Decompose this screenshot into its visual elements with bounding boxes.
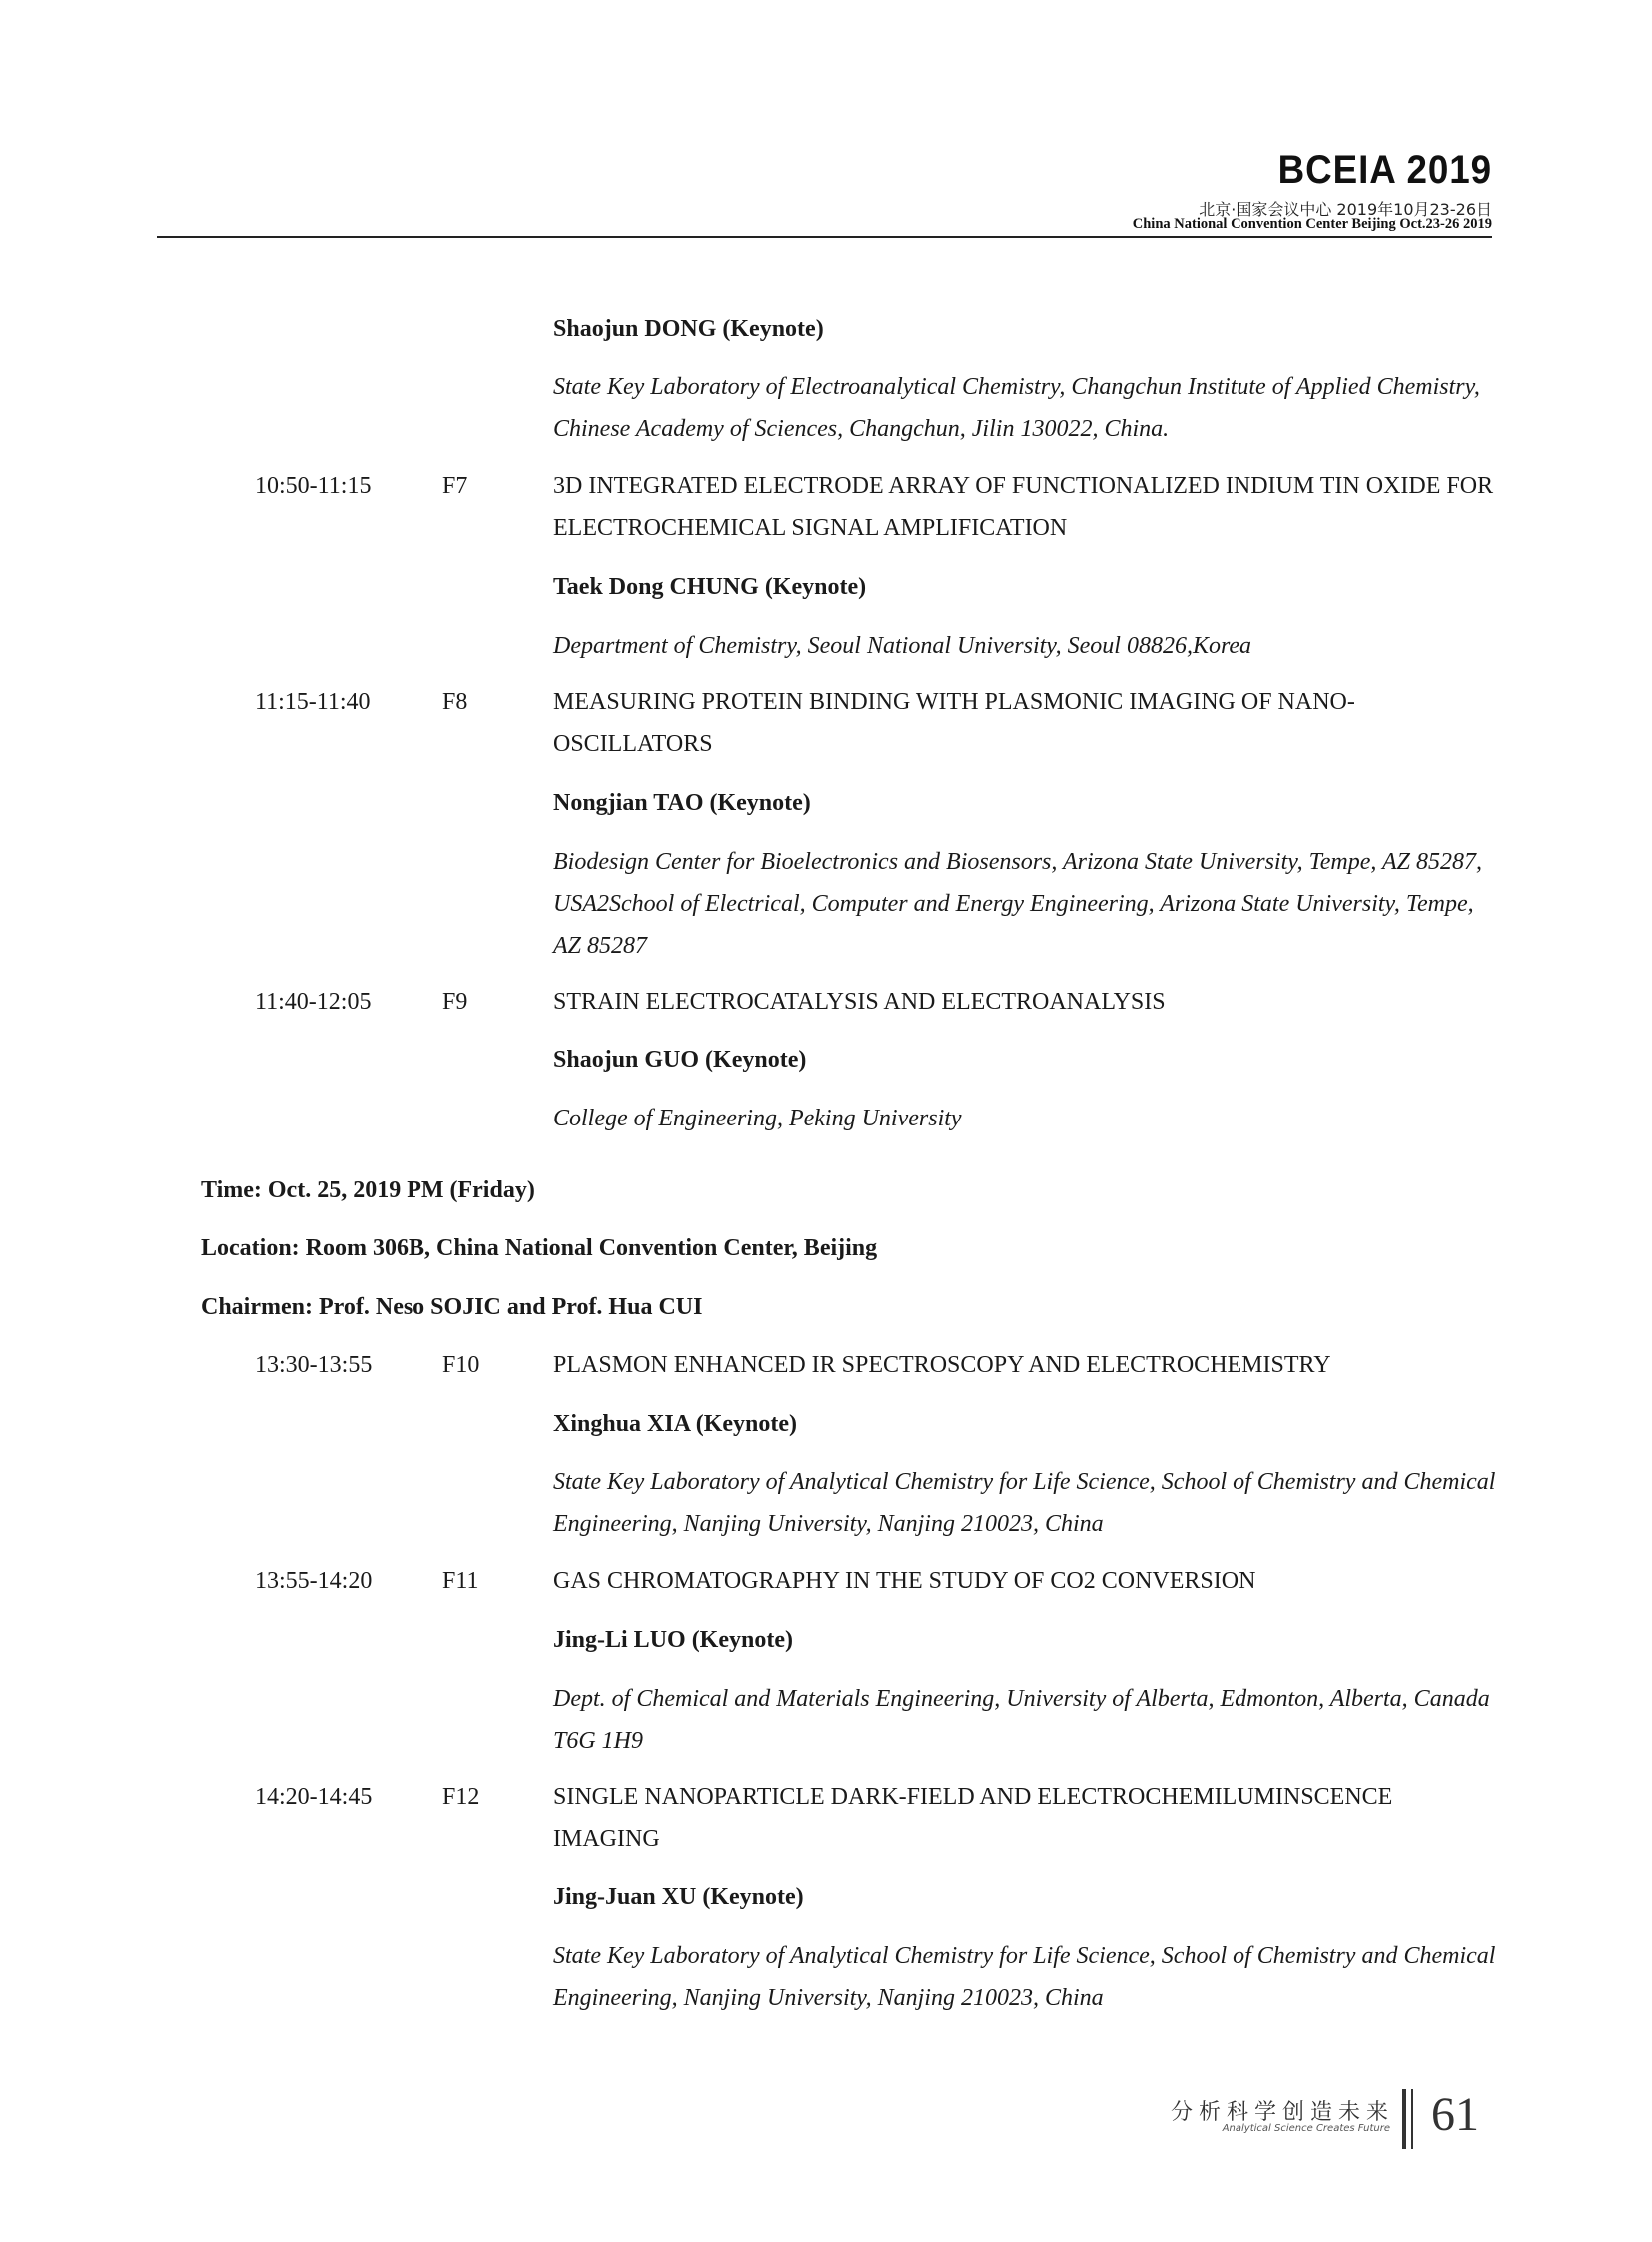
speaker-name: Jing-Juan XU (Keynote) xyxy=(553,1884,804,1910)
talk-title: PLASMON ENHANCED IR SPECTROSCOPY AND ELECTROCHEMISTRY xyxy=(553,1352,1331,1378)
talk-code: F9 xyxy=(442,989,468,1015)
talk-code: F8 xyxy=(442,689,468,715)
conference-en-subtitle: China National Convention Center Beijing Oct.23-26 2019 xyxy=(1132,216,1492,232)
talk-time: 11:15-11:40 xyxy=(255,689,371,715)
talk-title: GAS CHROMATOGRAPHY IN THE STUDY OF CO2 CONVERSION xyxy=(553,1568,1256,1594)
talk-title: MEASURING PROTEIN BINDING WITH PLASMONIC IMAGING OF NANO-OSCILLATORS xyxy=(553,689,1355,757)
talk-title: 3D INTEGRATED ELECTRODE ARRAY OF FUNCTIONALIZED INDIUM TIN OXIDE FOR ELECTROCHEMICAL SIGNAL AMPLIFICATION xyxy=(553,473,1494,541)
talk-code: F12 xyxy=(442,1784,480,1810)
talk-time: 14:20-14:45 xyxy=(255,1784,373,1810)
speaker-affiliation: College of Engineering, Peking University xyxy=(553,1106,962,1131)
talk-time: 10:50-11:15 xyxy=(255,473,372,499)
conference-title: BCEIA 2019 xyxy=(1277,148,1492,192)
speaker-affiliation: State Key Laboratory of Analytical Chemistry for Life Science, School of Chemistry and Chemical Engineering, Nanjing University, Nanjing 210023, China xyxy=(553,1469,1496,1537)
speaker-affiliation: State Key Laboratory of Electroanalytical Chemistry, Changchun Institute of Applied Chemistry, Chinese Academy of Sciences, Changchun, Jilin 130022, China. xyxy=(553,374,1480,442)
speaker-name: Nongjian TAO (Keynote) xyxy=(553,790,811,816)
speaker-affiliation: Biodesign Center for Bioelectronics and Biosensors, Arizona State University, Tempe, AZ 85287, USA2School of Electrical, Computer and Energy Engineering, Arizona State University, Tempe, AZ 85287 xyxy=(553,849,1482,959)
talk-title: SINGLE NANOPARTICLE DARK-FIELD AND ELECTROCHEMILUMINSCENCE IMAGING xyxy=(553,1784,1393,1852)
talk-code: F7 xyxy=(442,473,468,499)
session-chairmen: Chairmen: Prof. Neso SOJIC and Prof. Hua CUI xyxy=(201,1294,703,1320)
talk-time: 13:55-14:20 xyxy=(255,1568,373,1594)
talk-time: 13:30-13:55 xyxy=(255,1352,373,1378)
talk-time: 11:40-12:05 xyxy=(255,989,372,1015)
footer-motto-cn: 分析科学创造未来 xyxy=(1170,2100,1394,2125)
speaker-affiliation: State Key Laboratory of Analytical Chemistry for Life Science, School of Chemistry and Chemical Engineering, Nanjing University, Nanjing 210023, China xyxy=(553,1943,1496,2011)
session-time: Time: Oct. 25, 2019 PM (Friday) xyxy=(201,1177,535,1203)
speaker-name: Shaojun GUO (Keynote) xyxy=(553,1047,807,1073)
talk-code: F10 xyxy=(442,1352,480,1378)
header-divider xyxy=(157,236,1492,238)
speaker-name: Jing-Li LUO (Keynote) xyxy=(553,1627,793,1653)
footer-divider-thin xyxy=(1411,2089,1413,2149)
talk-title: STRAIN ELECTROCATALYSIS AND ELECTROANALYSIS xyxy=(553,989,1166,1015)
speaker-name: Taek Dong CHUNG (Keynote) xyxy=(553,574,867,600)
session-location: Location: Room 306B, China National Convention Center, Beijing xyxy=(201,1235,878,1261)
footer-divider xyxy=(1402,2089,1406,2149)
speaker-name: Shaojun DONG (Keynote) xyxy=(553,316,824,342)
speaker-name: Xinghua XIA (Keynote) xyxy=(553,1411,798,1437)
footer-motto-en: Analytical Science Creates Future xyxy=(1222,2123,1390,2134)
speaker-affiliation: Dept. of Chemical and Materials Engineering, University of Alberta, Edmonton, Alberta, Canada T6G 1H9 xyxy=(553,1686,1490,1754)
speaker-affiliation: Department of Chemistry, Seoul National University, Seoul 08826,Korea xyxy=(553,633,1252,659)
talk-code: F11 xyxy=(442,1568,479,1594)
page-number: 61 xyxy=(1431,2088,1479,2141)
conference-cn-subtitle: 北京·国家会议中心 2019年10月23-26日 xyxy=(1199,200,1492,219)
